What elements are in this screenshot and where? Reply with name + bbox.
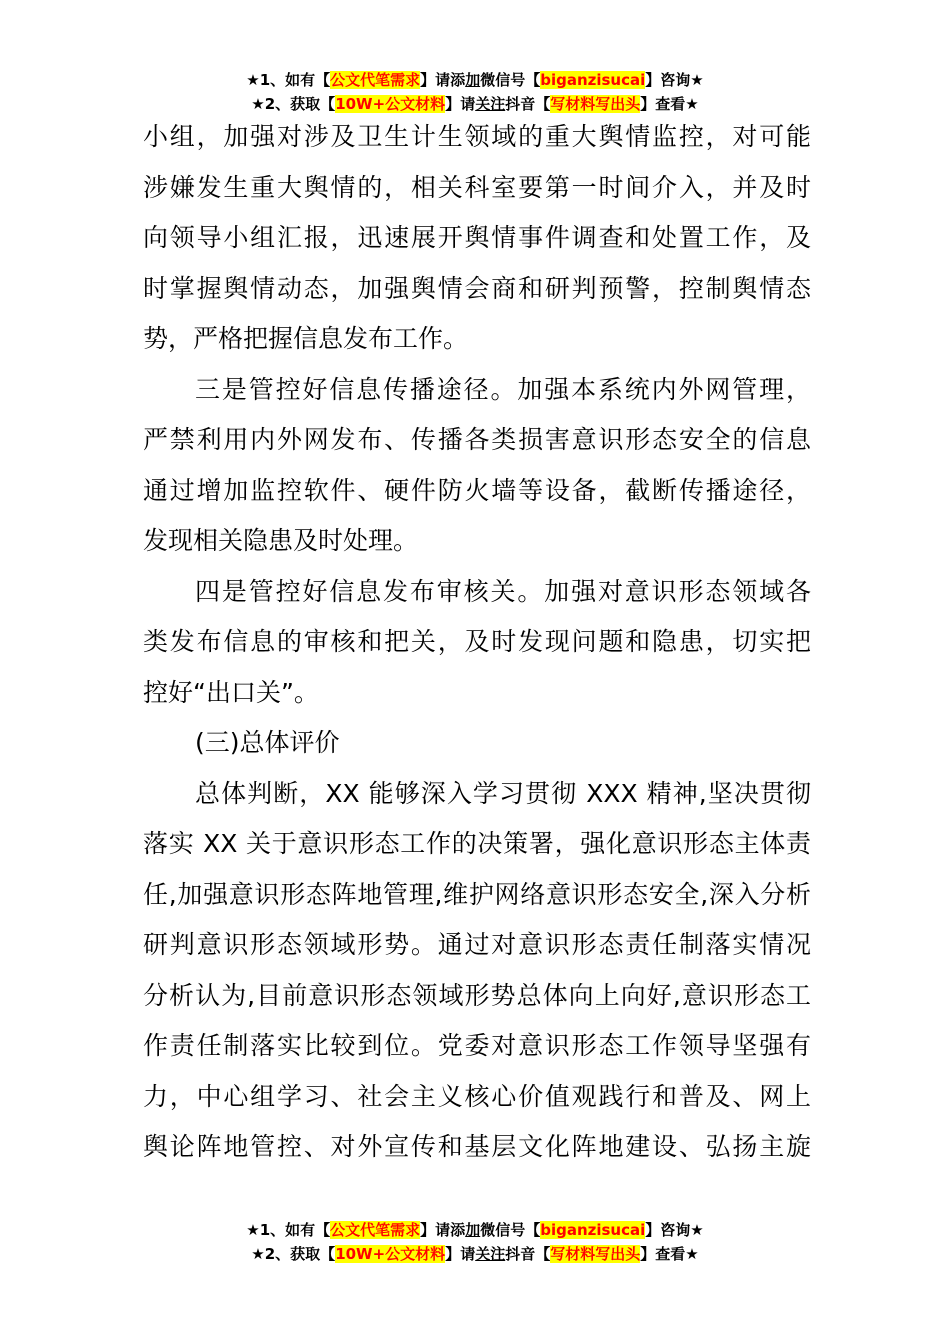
highlight-materials: 10W+公文材料 [335,95,446,113]
document-body [143,112,811,1173]
body-line: 研判意识形态领域形势。通过对意识形态责任制落实情况 [143,930,811,959]
highlight-wechat-id: biganzisucai [540,71,646,89]
banner-text: 】咨询★ [645,71,704,89]
banner-text: 抖音【 [505,95,551,113]
banner-text: 微信号【 [480,71,541,89]
body-line: 落实 XX 关于意识形态工作的决策署，强化意识形态主体责 [143,829,811,858]
highlight-materials: 10W+公文材料 [335,1245,446,1263]
banner-text: ★1、如有【 [246,71,331,89]
body-line: 类发布信息的审核和把关，及时发现问题和隐患，切实把 [143,627,811,656]
body-line: 舆论阵地管控、对外宣传和基层文化阵地建设、弘扬主旋 [143,1132,811,1161]
header-banner [0,68,950,116]
highlight-douyin-account: 写材料写出头 [550,1245,641,1263]
banner-text: 】咨询★ [645,1221,704,1239]
body-line: 向领导小组汇报，迅速展开舆情事件调查和处置工作，及 [143,223,811,252]
banner-text: 抖音【 [505,1245,551,1263]
body-line: 力，中心组学习、社会主义核心价值观践行和普及、网上 [143,1081,811,1111]
banner-underlined-text: 加 [465,1221,481,1239]
body-line: 总体判断，XX 能够深入学习贯彻 XXX 精神,坚决贯彻 [195,778,811,808]
banner-line-1 [0,68,950,92]
body-line: 四是管控好信息发布审核关。加强对意识形态领域各 [195,576,811,606]
banner-text: 微信号【 [480,1221,541,1239]
highlight-service: 公文代笔需求 [330,71,421,89]
body-line: 分析认为,目前意识形态领域形势总体向上向好,意识形态工 [143,980,811,1010]
banner-text: 】请添 [420,1221,466,1239]
banner-underlined-text: 关注 [475,95,506,113]
body-line: 任,加强意识形态阵地管理,维护网络意识形态安全,深入分析 [143,879,811,909]
banner-line-2 [0,1242,950,1266]
body-line: 势，严格把握信息发布工作。 [143,324,469,353]
banner-text: ★2、获取【 [251,95,336,113]
banner-text: ★2、获取【 [251,1245,336,1263]
banner-text: 】请 [445,1245,476,1263]
body-line: 作责任制落实比较到位。党委对意识形态工作领导坚强有 [143,1031,811,1060]
banner-underlined-text: 加 [465,71,481,89]
banner-text: 】请 [445,95,476,113]
highlight-douyin-account: 写材料写出头 [550,95,641,113]
highlight-wechat-id: biganzisucai [540,1221,646,1239]
body-line: 通过增加监控软件、硬件防火墙等设备，截断传播途径， [143,475,811,505]
banner-text: 】请添 [420,71,466,89]
body-line: 小组，加强对涉及卫生计生领域的重大舆情监控，对可能 [143,122,811,151]
banner-underlined-text: 关注 [475,1245,506,1263]
banner-line-1 [0,1218,950,1242]
body-line: 控好“出口关”。 [143,677,319,707]
banner-text: ★1、如有【 [246,1221,331,1239]
banner-text: 】查看★ [640,95,699,113]
body-line: 时掌握舆情动态，加强舆情会商和研判预警，控制舆情态 [143,273,811,303]
highlight-service: 公文代笔需求 [330,1221,421,1239]
body-line: 发现相关隐患及时处理。 [143,526,419,555]
footer-banner [0,1218,950,1266]
body-line: 涉嫌发生重大舆情的，相关科室要第一时间介入，并及时 [143,172,811,202]
body-line: 严禁利用内外网发布、传播各类损害意识形态安全的信息 [143,425,811,454]
body-line: 三是管控好信息传播途径。加强本系统内外网管理， [195,374,811,404]
section-heading: (三)总体评价 [195,728,340,757]
banner-text: 】查看★ [640,1245,699,1263]
